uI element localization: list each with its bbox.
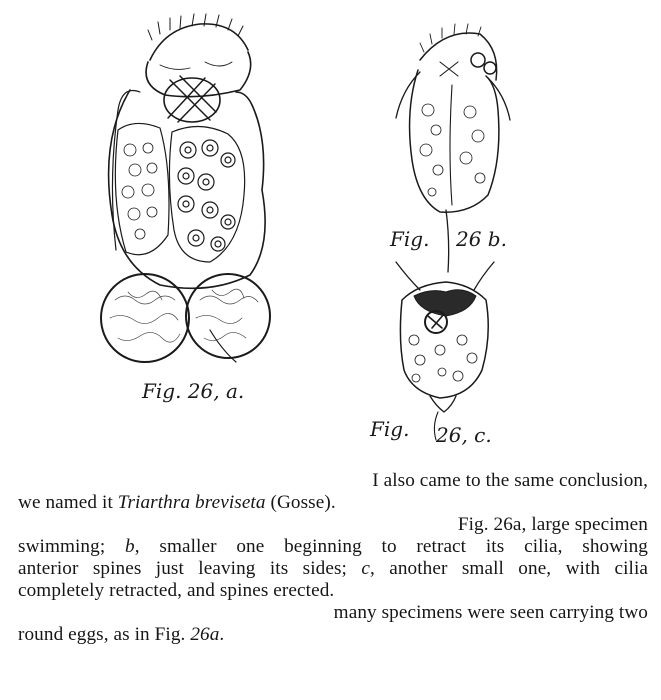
species-name: Triarthra breviseta bbox=[117, 492, 266, 513]
text-fragment: round eggs, as in Fig. bbox=[18, 624, 191, 645]
paragraph-3-line-1: many specimens were seen carrying two bbox=[333, 602, 648, 623]
paragraph-3-line-2 bbox=[18, 624, 648, 646]
paragraph-2-line-2 bbox=[18, 536, 648, 558]
fig-26c-caption-right: 26, c. bbox=[436, 423, 492, 447]
text-fragment: we named it bbox=[18, 492, 118, 513]
text-fragment: , another small one, with cilia bbox=[369, 558, 648, 579]
fig-26a-caption: Fig. 26, a. bbox=[142, 379, 245, 403]
fig-26c-drawing bbox=[396, 262, 494, 440]
paragraph-2-line-4: completely retracted, and spines erected. bbox=[18, 580, 335, 601]
figure-reference: Fig. 26a, large specimen bbox=[457, 514, 648, 535]
text-fragment: . bbox=[219, 624, 225, 645]
paragraph-1-line-2 bbox=[18, 492, 648, 514]
text-fragment: swimming; bbox=[18, 536, 126, 557]
figure-reference: 26a bbox=[190, 624, 220, 645]
paragraph-2-line-1 bbox=[18, 514, 648, 536]
text-fragment: anterior spines just leaving its sides; bbox=[18, 558, 362, 579]
text-fragment: (Gosse). bbox=[265, 492, 336, 513]
figure-letter: b bbox=[125, 536, 135, 557]
fig-26b-caption-left: Fig. bbox=[390, 227, 430, 251]
text-fragment: , smaller one beginning to retract its cilia, showing bbox=[134, 536, 648, 557]
paragraph-2-line-3 bbox=[18, 558, 648, 580]
fig-26b-caption-right: 26 b. bbox=[456, 227, 507, 251]
fig-26c-caption-left: Fig. bbox=[370, 417, 410, 441]
paragraph-1-line-1: I also came to the same conclusion, bbox=[372, 470, 648, 491]
body-text bbox=[18, 470, 648, 646]
fig-26a-drawing bbox=[101, 14, 270, 362]
figure-letter: c bbox=[361, 558, 370, 579]
